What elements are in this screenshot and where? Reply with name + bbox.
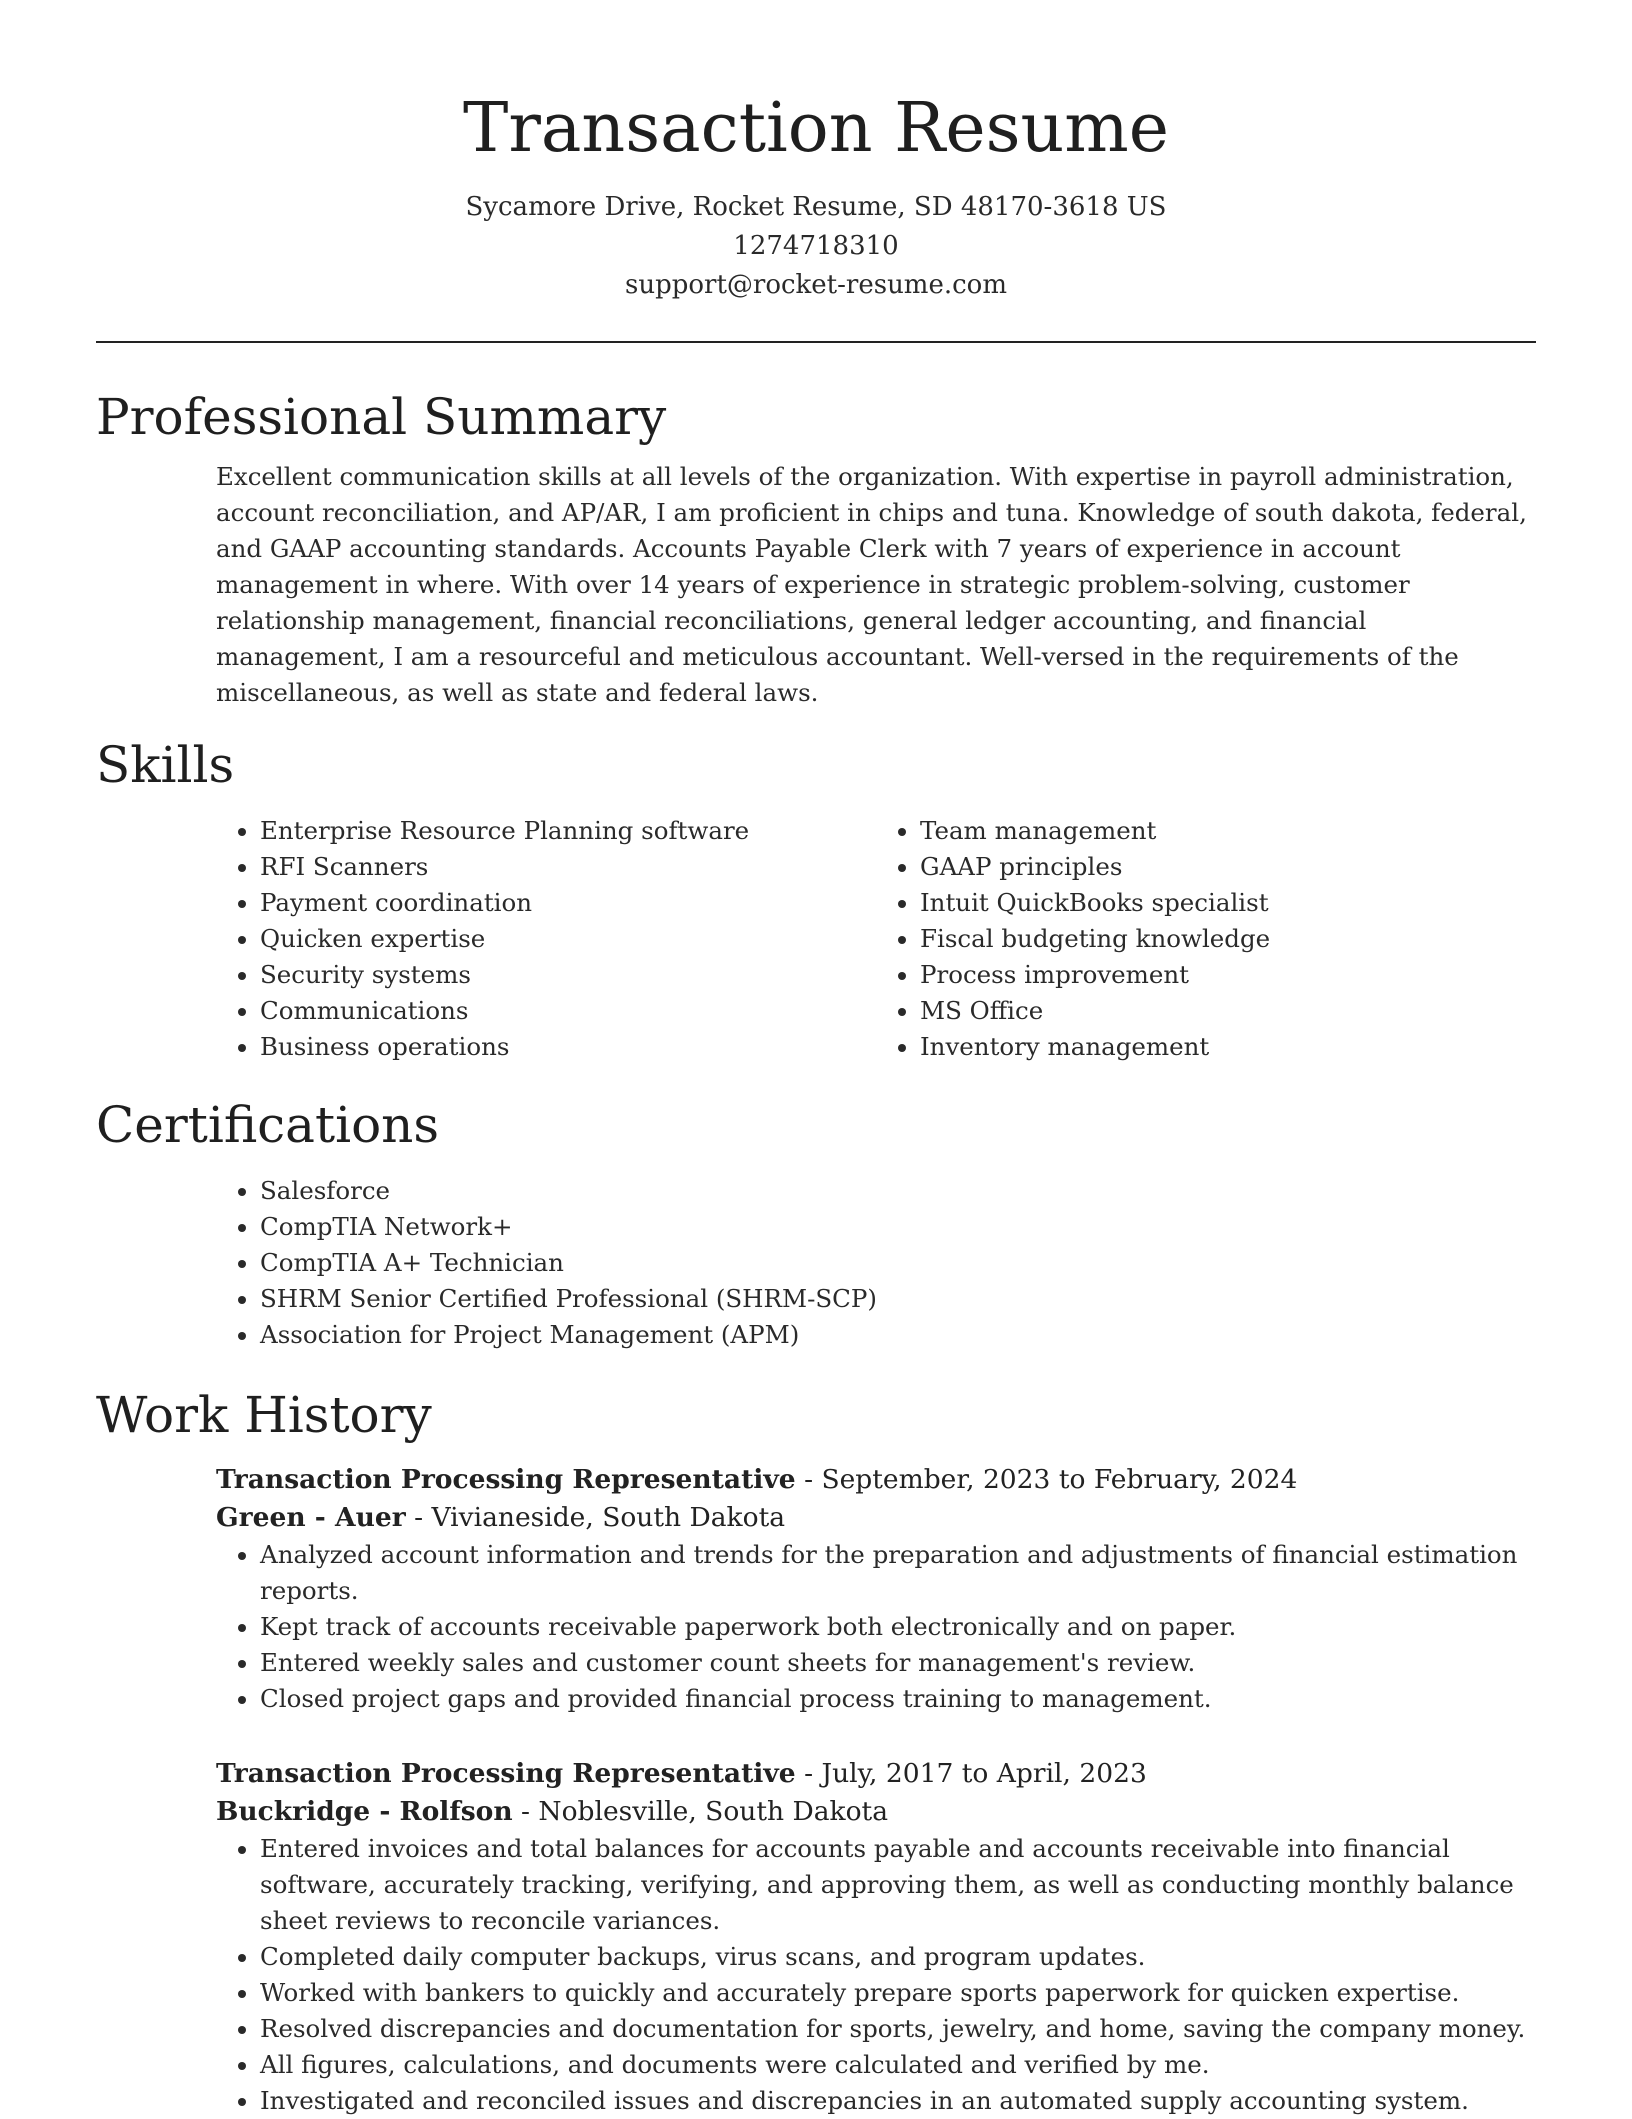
skills-column-right — [876, 813, 1536, 1065]
resume-header — [96, 0, 1536, 305]
skill-item: • Fiscal budgeting knowledge — [920, 921, 1536, 957]
job-company: Green - Auer — [216, 1502, 406, 1533]
job-dates: - July, 2017 to April, 2023 — [795, 1758, 1147, 1789]
header-divider — [96, 341, 1536, 343]
job-role: Transaction Processing Representative — [216, 1758, 796, 1789]
job-bullet: • Closed project gaps and provided financial process training to management. — [260, 1681, 1536, 1717]
contact-block — [96, 188, 1536, 305]
skill-item: • RFI Scanners — [260, 849, 876, 885]
work-history-heading: Work History — [96, 1386, 432, 1444]
skill-item: • GAAP principles — [920, 849, 1536, 885]
job-location: - Noblesville, South Dakota — [512, 1796, 889, 1827]
certification-item: • CompTIA A+ Technician — [260, 1245, 1536, 1281]
skill-item: • MS Office — [920, 993, 1536, 1029]
job-company-line — [216, 1793, 1536, 1831]
job-bullet: • Resolved discrepancies and documentation for sports, jewelry, and home, saving the company money. — [260, 2011, 1536, 2047]
contact-email: support@rocket-resume.com — [624, 270, 1007, 300]
skills-list — [216, 813, 1536, 1065]
certification-item: • CompTIA Network+ — [260, 1209, 1536, 1245]
skill-item: • Team management — [920, 813, 1536, 849]
job-bullet: • Entered invoices and total balances for accounts payable and accounts receivable into financial software, accurately tracking, verifying, and approving them, as well as conducting monthly balance sheet reviews to reconcile variances. — [260, 1831, 1536, 1939]
job-bullet: • Entered weekly sales and customer count sheets for management's review. — [260, 1645, 1536, 1681]
skill-item: • Inventory management — [920, 1029, 1536, 1065]
job-bullet: • Analyzed account information and trends for the preparation and adjustments of financial estimation reports. — [260, 1537, 1536, 1609]
job-bullet: • Worked with bankers to quickly and accurately prepare sports paperwork for quicken expertise. — [260, 1975, 1536, 2011]
candidate-name: Transaction Resume — [463, 89, 1169, 168]
job-bullets — [216, 1537, 1536, 1717]
certifications-heading: Certifications — [96, 1096, 440, 1154]
job-role: Transaction Processing Representative — [216, 1464, 796, 1495]
contact-address: Sycamore Drive, Rocket Resume, SD 48170-3618 US — [465, 192, 1167, 222]
job-bullet: • All figures, calculations, and documents were calculated and verified by me. — [260, 2047, 1536, 2083]
skill-item: • Security systems — [260, 957, 876, 993]
certifications-bullets — [216, 1173, 1536, 1353]
skill-item: • Payment coordination — [260, 885, 876, 921]
resume-page — [96, 0, 1536, 2119]
job-bullets — [216, 1831, 1536, 2119]
certification-item: • SHRM Senior Certified Professional (SHRM-SCP) — [260, 1281, 1536, 1317]
job-bullet: • Completed daily computer backups, virus scans, and program updates. — [260, 1939, 1536, 1975]
skill-item: • Business operations — [260, 1029, 876, 1065]
job-company: Buckridge - Rolfson — [216, 1796, 513, 1827]
skill-item: • Intuit QuickBooks specialist — [920, 885, 1536, 921]
skill-item: • Communications — [260, 993, 876, 1029]
summary-text: Excellent communication skills at all levels of the organization. With expertise in payroll administration, account reconciliation, and AP/AR, I am proficient in chips and tuna. Knowledge of south dakota, federal, and GAAP accounting standards. Accounts Payable Clerk with 7 years of experience in account management in where. With over 14 years of experience in strategic problem-solving, customer relationship management, financial reconciliations, general ledger accounting, and financial management, I am a resourceful and meticulous accountant. Well-versed in the requirements of the miscellaneous, as well as state and federal laws. — [216, 462, 1527, 707]
skill-item: • Quicken expertise — [260, 921, 876, 957]
skills-column-left — [216, 813, 876, 1065]
job-title-line — [216, 1755, 1536, 1793]
job-entry — [216, 1461, 1536, 1717]
job-bullet: • Investigated and reconciled issues and discrepancies in an automated supply accounting system. — [260, 2083, 1536, 2119]
skill-item: • Enterprise Resource Planning software — [260, 813, 876, 849]
contact-phone: 1274718310 — [733, 231, 899, 261]
summary-heading: Professional Summary — [96, 388, 667, 446]
job-entry — [216, 1755, 1536, 2119]
job-title-line — [216, 1461, 1536, 1499]
certifications-list — [216, 1173, 1536, 1353]
certification-item: • Association for Project Management (APM) — [260, 1317, 1536, 1353]
skills-heading: Skills — [96, 736, 235, 794]
job-location: - Vivianeside, South Dakota — [405, 1502, 786, 1533]
job-company-line — [216, 1499, 1536, 1537]
certification-item: • Salesforce — [260, 1173, 1536, 1209]
job-bullet: • Kept track of accounts receivable paperwork both electronically and on paper. — [260, 1609, 1536, 1645]
job-dates: - September, 2023 to February, 2024 — [795, 1464, 1298, 1495]
skill-item: • Process improvement — [920, 957, 1536, 993]
